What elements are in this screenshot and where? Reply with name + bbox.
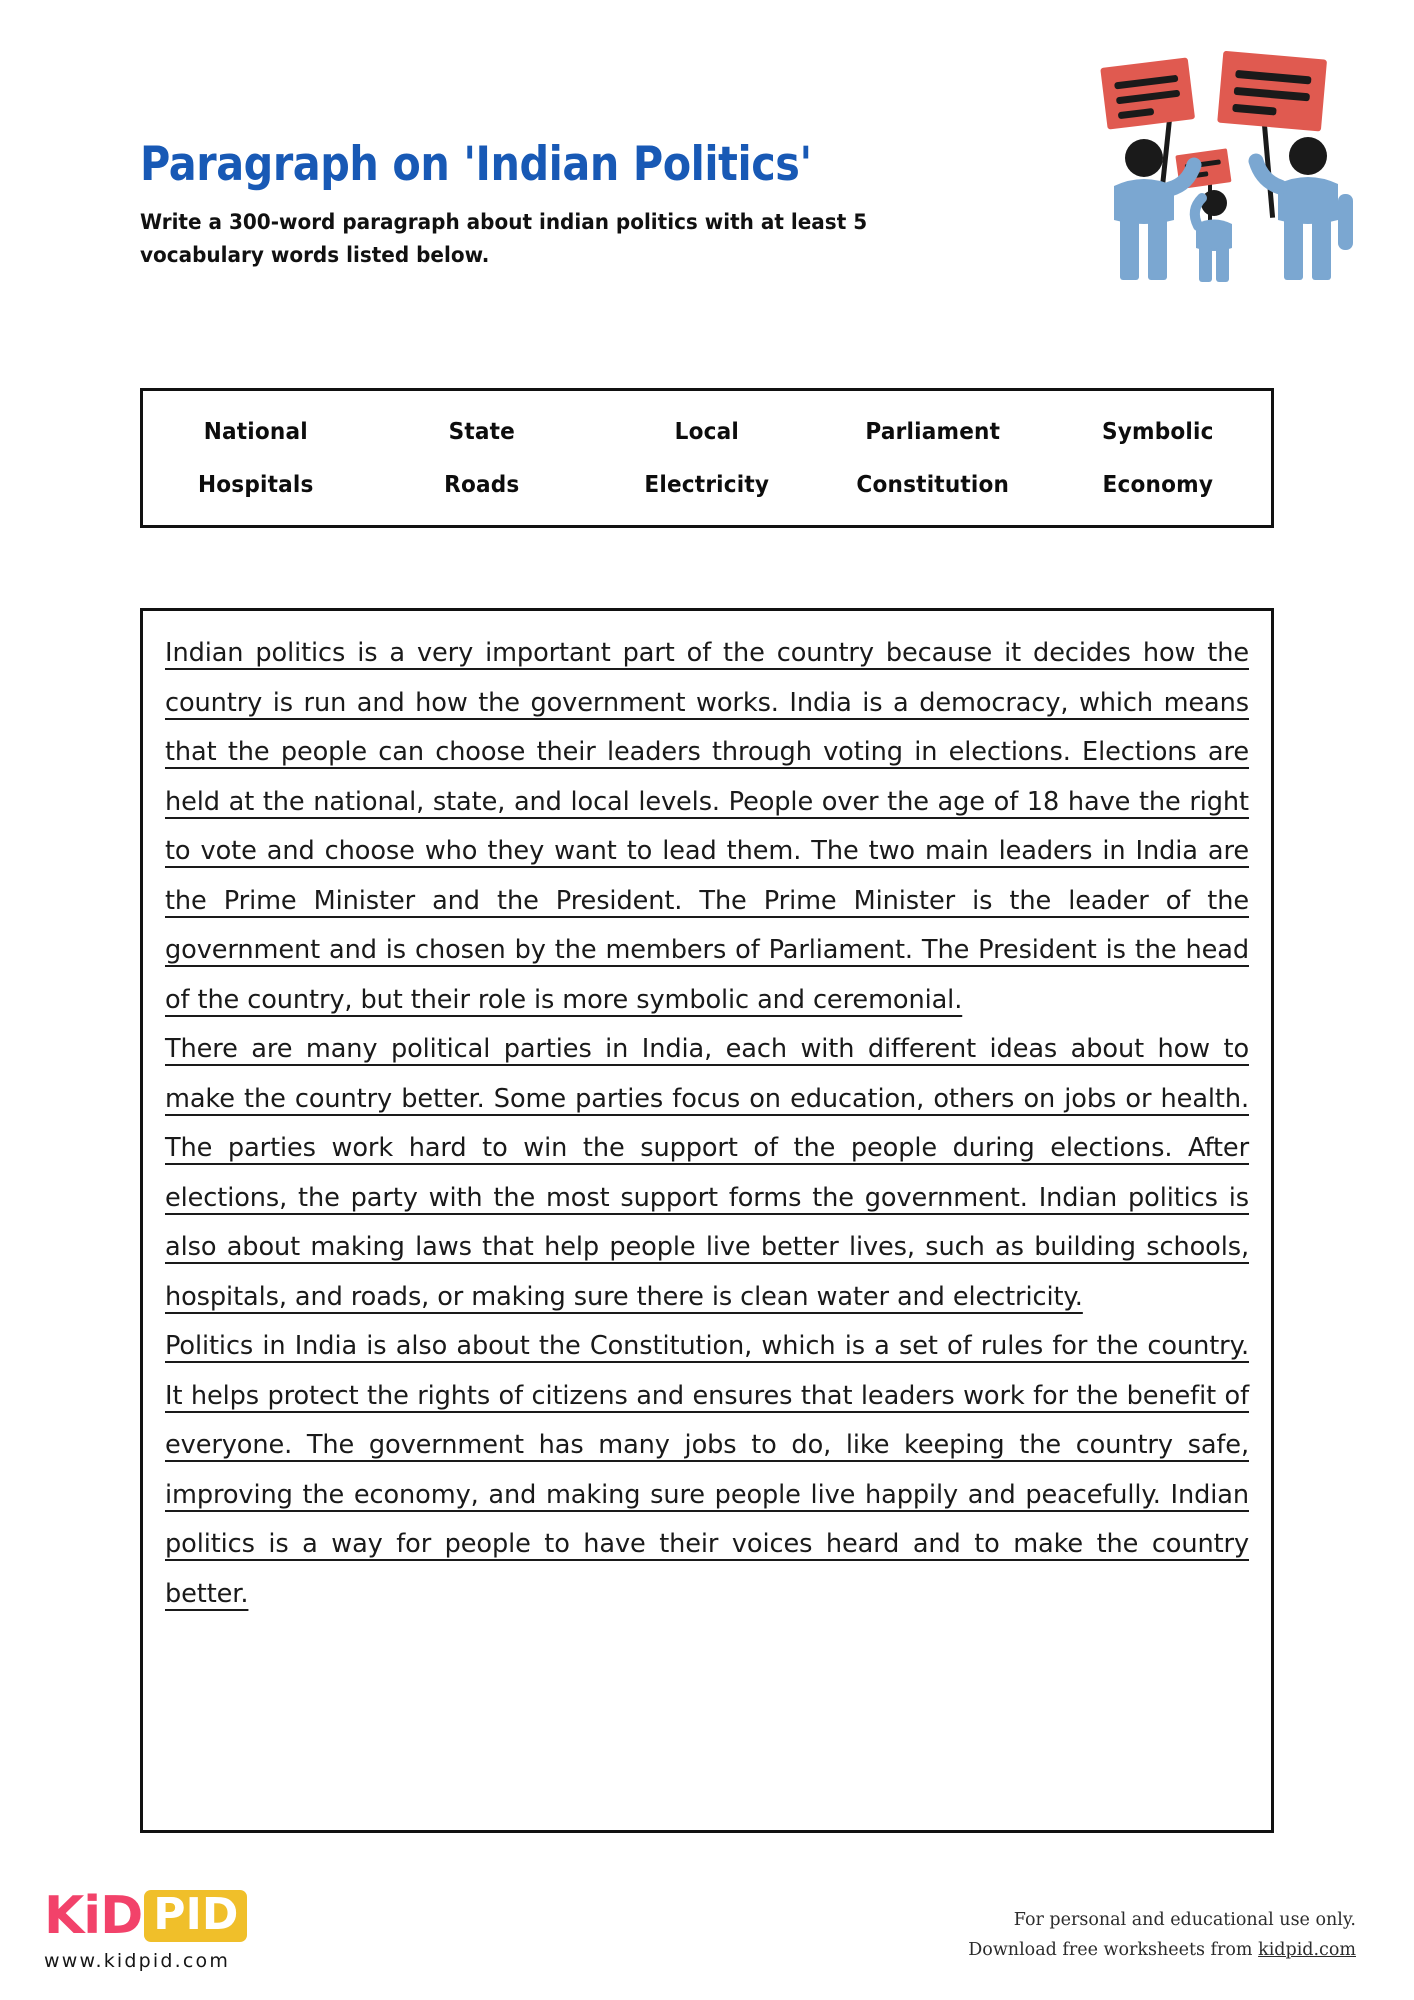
vocabulary-word: National (203, 418, 308, 445)
protest-people-with-signs-icon (1092, 48, 1362, 293)
logo-pid-text: PID (144, 1890, 247, 1942)
essay-answer-box[interactable] (140, 608, 1274, 1833)
footer (0, 1860, 1414, 2000)
footer-notice-line2 (968, 1935, 1356, 1966)
vocabulary-box (140, 388, 1274, 528)
logo-row (44, 1886, 247, 1946)
essay-paragraph-text: Politics in India is also about the Constitution, which is a set of rules for the country. It helps protect the rights of citizens and ensures that leaders work for the benefit of everyone. The government has many jobs to do, like keeping the country safe, improving the economy, and making sure people live happily and peacefully. Indian politics is a way for people to have their voices heard and to make the country better. (165, 1331, 1249, 1609)
vocabulary-word: Symbolic (1102, 418, 1214, 445)
vocabulary-word: Roads (443, 471, 520, 498)
header (140, 137, 1020, 272)
vocabulary-word: Parliament (865, 418, 1000, 445)
logo-url-text: www.kidpid.com (44, 1950, 231, 1972)
vocabulary-word: Hospitals (197, 471, 314, 498)
footer-notice-prefix: Download free worksheets from (968, 1940, 1259, 1961)
kidpid-logo[interactable] (44, 1886, 247, 1972)
essay-paragraph-text: There are many political parties in India, each with different ideas about how to make the country better. Some parties focus on education, others on jobs or health. The parties work hard to win the support of the people during elections. After elections, the party with the most support forms the government. Indian politics is also about making laws that help people live better lives, such as building schools, hospitals, and roads, or making sure there is clean water and electricity. (165, 1034, 1249, 1312)
vocabulary-word: Electricity (644, 471, 770, 498)
vocabulary-row (143, 419, 1271, 445)
footer-notice-line1: For personal and educational use only. (1013, 1909, 1356, 1930)
logo-kid-text: KiD (44, 1886, 143, 1946)
vocabulary-word: Constitution (856, 471, 1009, 498)
kidpid-link[interactable]: kidpid.com (1258, 1940, 1356, 1961)
essay-paragraph-text: Indian politics is a very important part of the country because it decides how the country is run and how the government works. India is a democracy, which means that the people can choose their leaders through voting in elections. Elections are held at the national, state, and local levels. People over the age of 18 have the right to vote and choose who they want to lead them. The two main leaders in India are the Prime Minister and the President. The Prime Minister is the leader of the government and is chosen by the members of Parliament. The President is the head of the country, but their role is more symbolic and ceremonial. (165, 638, 1249, 1015)
essay-paragraph (165, 1025, 1249, 1322)
essay-paragraph (165, 629, 1249, 1025)
vocabulary-word: Economy (1102, 471, 1214, 498)
vocabulary-word: State (448, 418, 515, 445)
vocabulary-word: Local (674, 418, 740, 445)
instructions-text: Write a 300-word paragraph about indian politics with at least 5 vocabulary words listed below. (140, 210, 868, 268)
footer-notice (968, 1905, 1356, 1966)
vocabulary-row (143, 472, 1271, 498)
page-title: Paragraph on 'Indian Politics' (140, 137, 812, 192)
essay-paragraph (165, 1322, 1249, 1619)
